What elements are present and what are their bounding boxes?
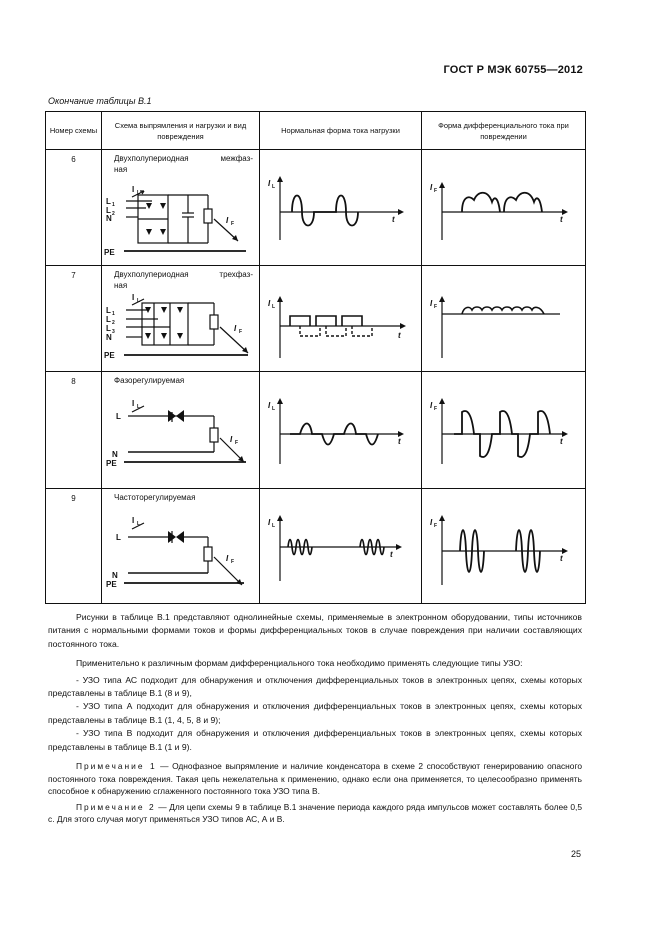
normal-current-graph — [260, 372, 421, 488]
circuit-diagram — [102, 503, 259, 601]
normal-current-graph — [260, 150, 421, 265]
diff-current-graph — [422, 372, 585, 488]
svg-text:3: 3 — [112, 329, 115, 335]
diff-current-graph — [422, 150, 585, 265]
svg-text:N: N — [112, 450, 118, 459]
svg-text:F: F — [231, 559, 235, 565]
list-item: - УЗО типа В подходит для обнаружения и отключения дифференциальных токов в электронных цепях, схемы которых представлены в таблице В.1 (1 и 9). — [48, 728, 582, 752]
svg-text:I: I — [268, 518, 271, 527]
svg-text:L: L — [106, 206, 111, 215]
row-number: 7 — [46, 266, 102, 372]
normal-current-cell — [260, 489, 422, 604]
svg-text:I: I — [430, 401, 433, 410]
svg-text:t: t — [560, 215, 563, 224]
svg-text:L: L — [106, 306, 111, 315]
svg-text:PE: PE — [106, 459, 117, 468]
normal-current-cell — [260, 372, 422, 489]
svg-text:F: F — [434, 406, 438, 412]
note-label: Примечание 1 — [76, 761, 157, 771]
diff-current-graph — [422, 266, 585, 371]
svg-text:L: L — [106, 315, 111, 324]
schema-title-cont: ная — [114, 165, 128, 174]
svg-text:L: L — [272, 523, 276, 529]
svg-text:N: N — [106, 333, 112, 342]
table-row — [46, 266, 586, 372]
diff-current-graph — [422, 489, 585, 603]
svg-text:F: F — [434, 523, 438, 529]
svg-text:F: F — [434, 188, 438, 194]
svg-text:I: I — [132, 293, 135, 302]
svg-text:L: L — [137, 190, 141, 196]
svg-text:F: F — [231, 221, 235, 227]
table-row — [46, 489, 586, 604]
schema-cell — [102, 266, 260, 372]
schema-title: Фазорегулируемая — [114, 376, 185, 385]
svg-text:L: L — [137, 521, 141, 527]
table-header-row — [46, 112, 586, 150]
table-caption: Окончание таблицы В.1 — [48, 96, 152, 106]
svg-text:I: I — [226, 554, 229, 563]
schema-title: Частоторегулируемая — [114, 493, 196, 502]
svg-text:t: t — [398, 331, 401, 340]
svg-text:2: 2 — [112, 320, 115, 326]
svg-text:1: 1 — [112, 311, 115, 317]
row-number: 6 — [46, 150, 102, 266]
table-row — [46, 150, 586, 266]
note-text: — Однофазное выпрямление и наличие конденсатора в схеме 2 способствуют генерированию опасного постоянного тока повреждения. Такая цепь нежелательна к применению, однако если она применяется, то целесообразно применять способное к обнаружению сглаженного постоянного тока УЗО типа В. — [48, 761, 582, 797]
svg-text:L: L — [272, 184, 276, 190]
svg-text:I: I — [430, 183, 433, 192]
list-item: - УЗО типа АС подходит для обнаружения и отключения дифференциальных токов в электронных цепях, схемы которых представлены в таблице В.1 (8 и 9), — [48, 674, 582, 699]
document-header: ГОСТ Р МЭК 60755—2012 — [443, 64, 583, 76]
svg-text:t: t — [390, 550, 393, 559]
schema-title: Двухполупериодная межфаз- — [114, 154, 253, 163]
svg-text:L: L — [116, 412, 121, 421]
svg-text:N: N — [112, 571, 118, 580]
diff-current-cell — [422, 489, 586, 604]
svg-text:I: I — [132, 516, 135, 525]
svg-text:t: t — [392, 215, 395, 224]
svg-text:t: t — [560, 554, 563, 563]
svg-text:L: L — [272, 304, 276, 310]
diff-current-cell — [422, 372, 586, 489]
note-2 — [48, 801, 582, 826]
circuit-diagram — [102, 175, 259, 255]
circuit-diagram — [102, 291, 259, 361]
svg-text:t: t — [398, 437, 401, 446]
svg-text:F: F — [434, 304, 438, 310]
schema-title-cont: ная — [114, 281, 128, 290]
svg-text:PE: PE — [104, 351, 115, 360]
svg-text:I: I — [268, 401, 271, 410]
note-1 — [48, 760, 582, 798]
svg-text:2: 2 — [112, 211, 115, 217]
normal-current-graph — [260, 489, 421, 603]
svg-text:I: I — [132, 185, 135, 194]
schema-title: Двухполупериодная трехфаз- — [114, 270, 253, 279]
normal-current-cell — [260, 150, 422, 266]
list-item: - УЗО типа А подходит для обнаружения и отключения дифференциальных токов в электронных цепях, схемы которых представлены в таблице В.1 (1, 4, 5, 8 и 9); — [48, 701, 582, 725]
circuit-diagram — [102, 386, 259, 486]
schema-cell — [102, 150, 260, 266]
svg-text:I: I — [132, 399, 135, 408]
svg-text:L: L — [116, 533, 121, 542]
table-row — [46, 372, 586, 489]
svg-text:L: L — [137, 404, 141, 410]
svg-text:L: L — [137, 298, 141, 304]
diff-current-cell — [422, 266, 586, 372]
paragraph: Применительно к различным формам дифференциального тока необходимо применять следующие типы УЗО: — [76, 658, 523, 669]
svg-text:I: I — [234, 324, 237, 333]
note-text: — Для цепи схемы 9 в таблице В.1 значение периода каждого ряда импульсов может составлять более 0,5 с. Для этого случая могут применяться УЗО типов АС, А и В. — [48, 801, 582, 825]
svg-text:1: 1 — [112, 202, 115, 208]
schema-cell — [102, 372, 260, 489]
col-header-number: Номер схемы — [46, 112, 102, 150]
col-header-diff: Форма дифференциального тока при повреждении — [422, 112, 586, 150]
svg-text:I: I — [430, 518, 433, 527]
row-number: 8 — [46, 372, 102, 489]
svg-text:I: I — [430, 299, 433, 308]
page-number: 25 — [570, 849, 581, 859]
svg-text:I: I — [268, 299, 271, 308]
normal-current-cell — [260, 266, 422, 372]
svg-text:F: F — [239, 329, 243, 335]
svg-text:I: I — [230, 435, 233, 444]
svg-text:N: N — [106, 214, 112, 223]
body-text — [48, 611, 582, 754]
row-number: 9 — [46, 489, 102, 604]
notes — [48, 760, 582, 826]
svg-text:t: t — [560, 437, 563, 446]
svg-text:L: L — [106, 324, 111, 333]
svg-text:L: L — [106, 197, 111, 206]
svg-text:L: L — [272, 406, 276, 412]
col-header-normal: Нормальная форма тока нагрузки — [260, 112, 422, 150]
note-label: Примечание 2 — [76, 801, 156, 812]
col-header-schema: Схема выпрямления и нагрузки и вид повреждения — [102, 112, 260, 150]
diff-current-cell — [422, 150, 586, 266]
svg-text:PE: PE — [104, 248, 115, 255]
normal-current-graph — [260, 266, 421, 371]
table-b1 — [45, 111, 586, 604]
svg-text:I: I — [268, 179, 271, 188]
schema-cell — [102, 489, 260, 604]
svg-text:PE: PE — [106, 580, 117, 589]
svg-text:I: I — [226, 216, 229, 225]
paragraph: Рисунки в таблице В.1 представляют однолинейные схемы, применяемые в электронном оборудовании, типы источников питания с нормальными формами токов и формы дифференциальных токов в случае повреждения при наличии составляющих постоянного тока. — [48, 612, 582, 649]
svg-text:F: F — [235, 440, 239, 446]
